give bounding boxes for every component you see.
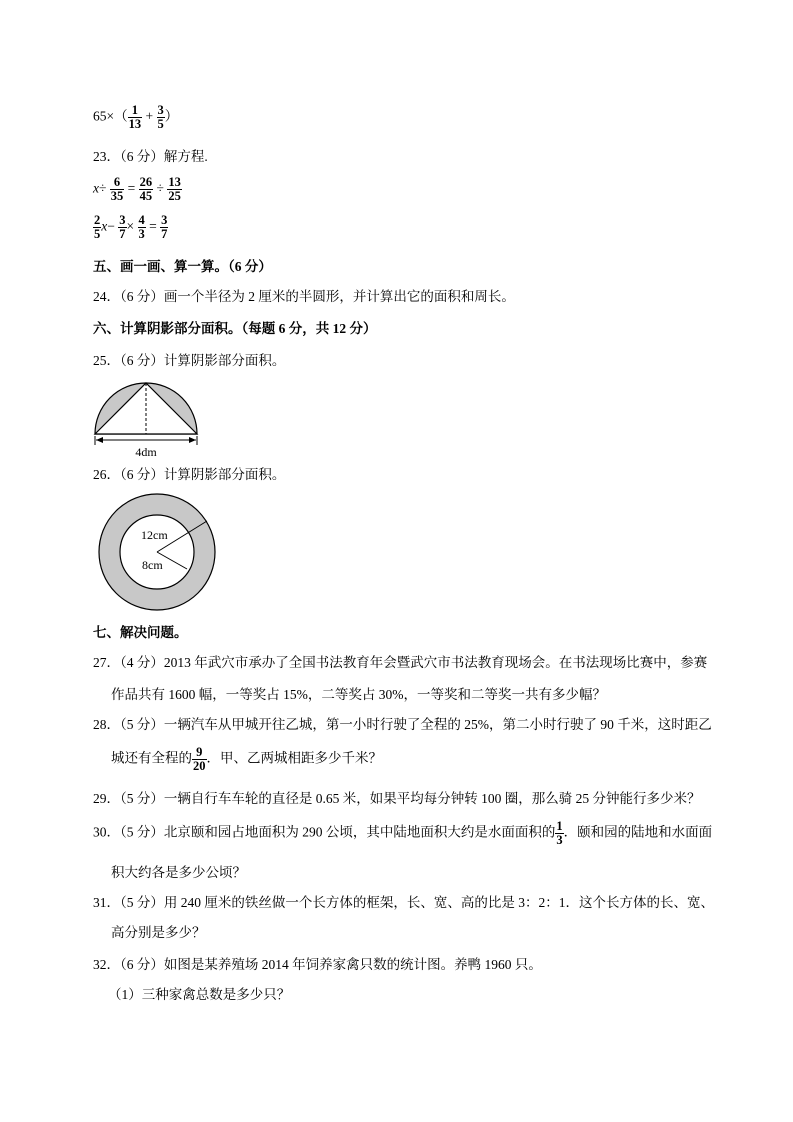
question-32: 32．（6 分）如图是某养殖场 2014 年饲养家禽只数的统计图。养鸭 1960 只。 — [93, 957, 542, 972]
denominator: 45 — [139, 189, 153, 204]
fraction — [157, 104, 165, 131]
figure-25-semicircle — [88, 382, 204, 460]
denominator: 3 — [556, 833, 563, 848]
expression-line — [93, 104, 178, 131]
denominator: 5 — [94, 227, 101, 242]
equals-sign: = — [127, 180, 136, 196]
equation-2 — [93, 214, 168, 241]
fraction — [138, 214, 146, 241]
denominator: 20 — [193, 759, 206, 774]
expr-prefix: 65×（ — [93, 108, 128, 124]
fraction — [167, 176, 182, 203]
divide-sign: ÷ — [99, 180, 107, 196]
fraction — [118, 214, 126, 241]
question-32-part-1: （1）三种家禽总数是多少只？ — [108, 987, 291, 1002]
variable-x: x — [93, 180, 99, 196]
numerator: 6 — [110, 176, 125, 190]
fraction — [160, 214, 168, 241]
text: ．甲、乙两城相距多少千米？ — [206, 750, 382, 766]
numerator: 1 — [128, 104, 143, 118]
expr-suffix: ） — [164, 108, 179, 124]
section-7-heading: 七、解决问题。 — [93, 625, 188, 640]
question-29: 29．（5 分）一辆自行车车轮的直径是 0.65 米，如果平均每分钟转 100 圈，那么骑 25 分钟能行多少米？ — [93, 791, 701, 806]
question-26: 26．（6 分）计算阴影部分面积。 — [93, 467, 286, 482]
fraction — [128, 104, 143, 131]
numerator: 3 — [157, 103, 164, 117]
denominator: 5 — [157, 117, 164, 132]
numerator: 3 — [119, 213, 126, 227]
question-25: 25．（6 分）计算阴影部分面积。 — [93, 353, 286, 368]
question-31-line-2: 高分别是多少？ — [111, 925, 206, 940]
text: 30．（5 分）北京颐和园占地面积为 290 公顷，其中陆地面积大约是水面面积的 — [93, 824, 556, 840]
numerator: 1 — [556, 819, 563, 833]
variable-x: x — [101, 218, 108, 234]
question-24: 24．（6 分）画一个半径为 2 厘米的半圆形，并计算出它的面积和周长。 — [93, 289, 515, 304]
figure-26-ring — [96, 491, 218, 613]
fraction — [110, 176, 125, 203]
numerator: 2 — [94, 213, 101, 227]
denominator: 13 — [128, 117, 142, 132]
denominator: 7 — [119, 227, 126, 242]
denominator: 35 — [110, 189, 124, 204]
fraction — [555, 820, 563, 847]
question-30-line-2: 积大约各是多少公顷？ — [111, 865, 246, 880]
equation-1 — [93, 176, 182, 203]
denominator: 7 — [161, 227, 168, 242]
question-31-line-1: 31．（5 分）用 240 厘米的铁丝做一个长方体的框架，长、宽、高的比是 3：2：1．这个长方体的长、宽、 — [93, 895, 714, 910]
question-23: 23．（6 分）解方程. — [93, 149, 208, 164]
fraction — [192, 746, 207, 773]
numerator: 13 — [168, 175, 181, 189]
text: 城还有全程的 — [111, 750, 192, 766]
plus-sign: + — [145, 108, 154, 124]
question-27-line-2: 作品共有 1600 幅，一等奖占 15%，二等奖占 30%，一等奖和二等奖一共有多少幅？ — [111, 687, 606, 702]
divide-sign: ÷ — [156, 180, 164, 196]
question-27-line-1: 27．（4 分）2013 年武穴市承办了全国书法教育年会暨武穴市书法教育现场会。在书法现场比赛中，参赛 — [93, 655, 708, 670]
fraction — [93, 214, 101, 241]
numerator: 9 — [192, 746, 207, 760]
section-6-heading: 六、计算阴影部分面积。（每题 6 分，共 12 分） — [93, 321, 377, 336]
figure-25-length-label: 4dm — [135, 445, 157, 459]
numerator: 26 — [139, 175, 153, 189]
outer-radius-label: 12cm — [141, 528, 168, 542]
equals-sign: = — [149, 218, 157, 234]
question-30-line-1 — [93, 820, 712, 847]
question-28-line-2 — [111, 746, 382, 773]
section-5-heading: 五、画一画、算一算。（6 分） — [93, 259, 272, 274]
times-sign: × — [126, 218, 135, 234]
numerator: 4 — [138, 213, 145, 227]
numerator: 3 — [161, 213, 168, 227]
inner-radius-label: 8cm — [142, 558, 163, 572]
minus-sign: − — [107, 218, 115, 234]
question-28-line-1: 28．（5 分）一辆汽车从甲城开往乙城，第一小时行驶了全程的 25%，第二小时行驶了 90 千米，这时距乙 — [93, 717, 712, 732]
denominator: 3 — [138, 227, 145, 242]
text: ．颐和园的陆地和水面面 — [563, 824, 713, 840]
denominator: 25 — [168, 189, 181, 204]
fraction — [139, 176, 154, 203]
